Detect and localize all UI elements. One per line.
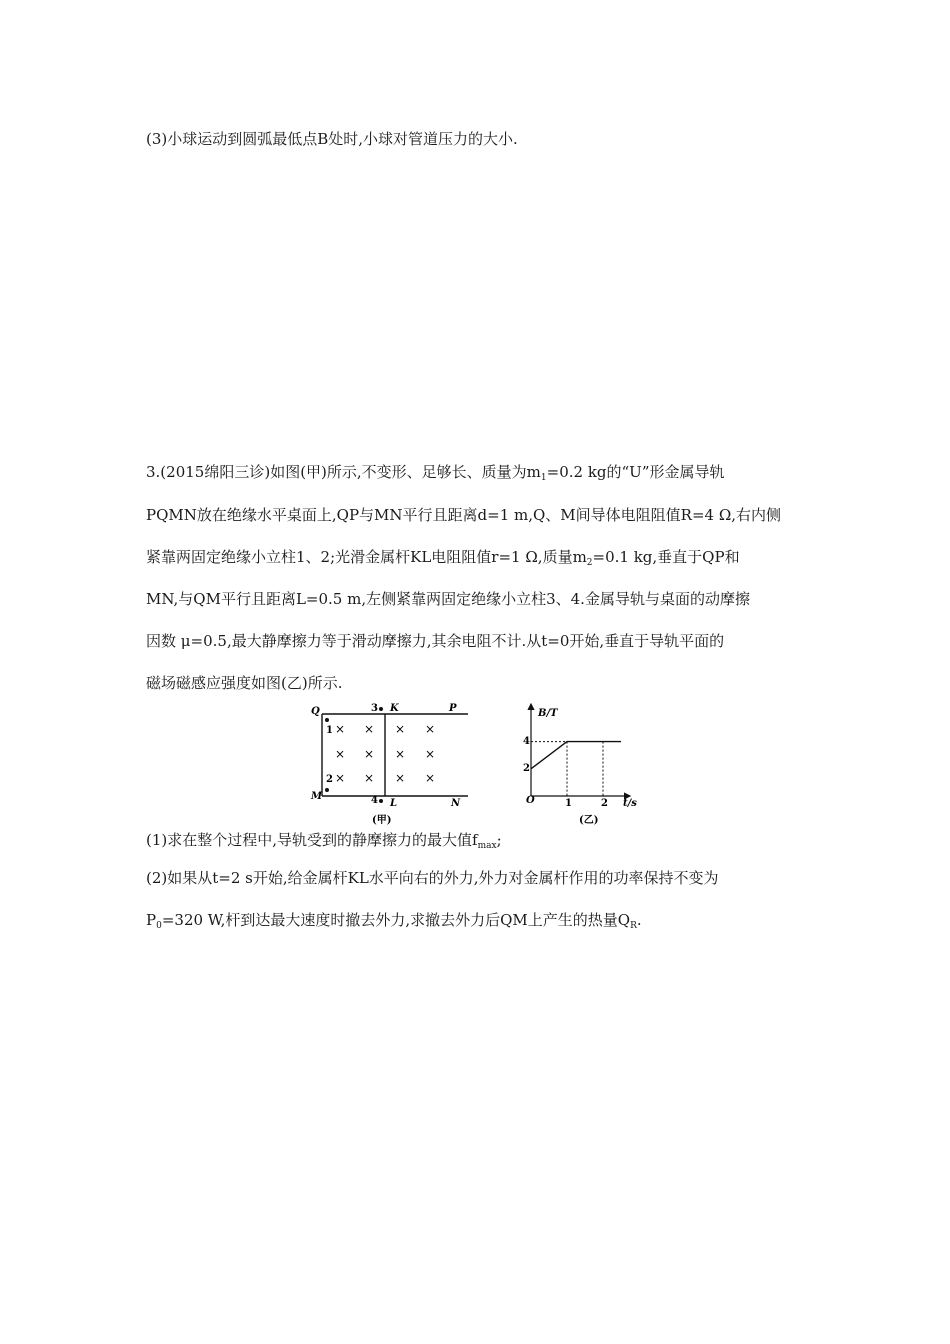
problem3-line5: 因数 μ=0.5,最大静摩擦力等于滑动摩擦力,其余电阻不计.从t=0开始,垂直于导轨平面的 [146, 632, 725, 650]
problem3-line1-a: 3.(2015绵阳三诊)如图(甲)所示,不变形、足够长、质量为m [146, 463, 541, 481]
field-cross: × [394, 722, 406, 736]
origin-label: O [526, 795, 535, 806]
field-cross: × [334, 771, 346, 785]
chart-b-vs-t [518, 700, 648, 830]
subquestion-1-a: (1)求在整个过程中,导轨受到的静摩擦力的最大值f [146, 831, 478, 849]
caption-yi: (乙) [579, 815, 599, 826]
problem3-line1-b: =0.2 kg的“U”形金属导轨 [546, 463, 725, 481]
label-m: M [311, 791, 323, 802]
y-tick-2: 2 [523, 763, 530, 774]
post-3-dot [379, 707, 383, 711]
problem3-line2: PQMN放在绝缘水平桌面上,QP与MN平行且距离d=1 m,Q、M间导体电阻阻值R=4 Ω,右内侧 [146, 506, 782, 524]
y-axis-label: B/T [538, 708, 558, 719]
series-line-b [531, 742, 621, 769]
subquestion-2-line2-c: . [636, 911, 642, 929]
problem3-line4: MN,与QM平行且距离L=0.5 m,左侧紧靠两固定绝缘小立柱3、4.金属导轨与桌面的动摩擦 [146, 590, 750, 608]
field-cross: × [394, 771, 406, 785]
problem3-line3-a: 紧靠两固定绝缘小立柱1、2;光滑金属杆KL电阻阻值r=1 Ω,质量m [146, 548, 587, 566]
label-l: L [390, 798, 398, 809]
post-4-dot [379, 799, 383, 803]
field-cross: × [424, 771, 436, 785]
subquestion-1 [146, 830, 502, 856]
subquestion-2-sub0: 0 [156, 921, 162, 931]
label-p: P [449, 703, 457, 714]
figure-jia [305, 700, 475, 830]
problem3-line6: 磁场磁感应强度如图(乙)所示. [146, 674, 343, 692]
question-part-3: (3)小球运动到圆弧最低点B处时,小球对管道压力的大小. [146, 130, 518, 148]
subquestion-2-subR: R [630, 921, 637, 931]
x-axis-label: t/s [623, 798, 637, 809]
field-cross: × [363, 771, 375, 785]
problem3-line3-b: =0.1 kg,垂直于QP和 [592, 548, 740, 566]
label-q: Q [311, 706, 320, 717]
label-post-4: 4 [371, 795, 378, 806]
field-cross: × [334, 747, 346, 761]
problem3-line3 [146, 547, 740, 573]
figure-yi [518, 700, 648, 830]
figure-jia-svg [305, 700, 475, 830]
y-tick-4: 4 [523, 736, 530, 747]
subquestion-2-line2-a: P [146, 911, 157, 929]
post-2-dot [325, 788, 329, 792]
field-cross: × [363, 747, 375, 761]
post-1-dot [325, 718, 329, 722]
field-cross: × [394, 747, 406, 761]
label-k: K [390, 703, 399, 714]
field-cross: × [424, 747, 436, 761]
label-post-1: 1 [326, 725, 333, 736]
subquestion-2-line2 [146, 910, 642, 936]
field-cross: × [334, 722, 346, 736]
label-n: N [451, 798, 461, 809]
x-tick-1: 1 [565, 798, 572, 809]
label-post-2: 2 [326, 774, 333, 785]
caption-jia: (甲) [372, 815, 392, 826]
subquestion-1-b: ; [496, 831, 502, 849]
subquestion-2-line2-b: =320 W,杆到达最大速度时撤去外力,求撤去外力后QM上产生的热量Q [161, 911, 631, 929]
x-tick-2: 2 [601, 798, 608, 809]
problem3-line1 [146, 462, 725, 488]
label-post-3: 3 [371, 703, 378, 714]
field-cross: × [424, 722, 436, 736]
subquestion-2-line1: (2)如果从t=2 s开始,给金属杆KL水平向右的外力,外力对金属杆作用的功率保持不变为 [146, 869, 719, 887]
problem3-line1-sub: 1 [540, 473, 547, 483]
problem3-line3-sub: 2 [586, 558, 593, 568]
subquestion-1-sub: max [477, 841, 497, 851]
field-cross: × [363, 722, 375, 736]
